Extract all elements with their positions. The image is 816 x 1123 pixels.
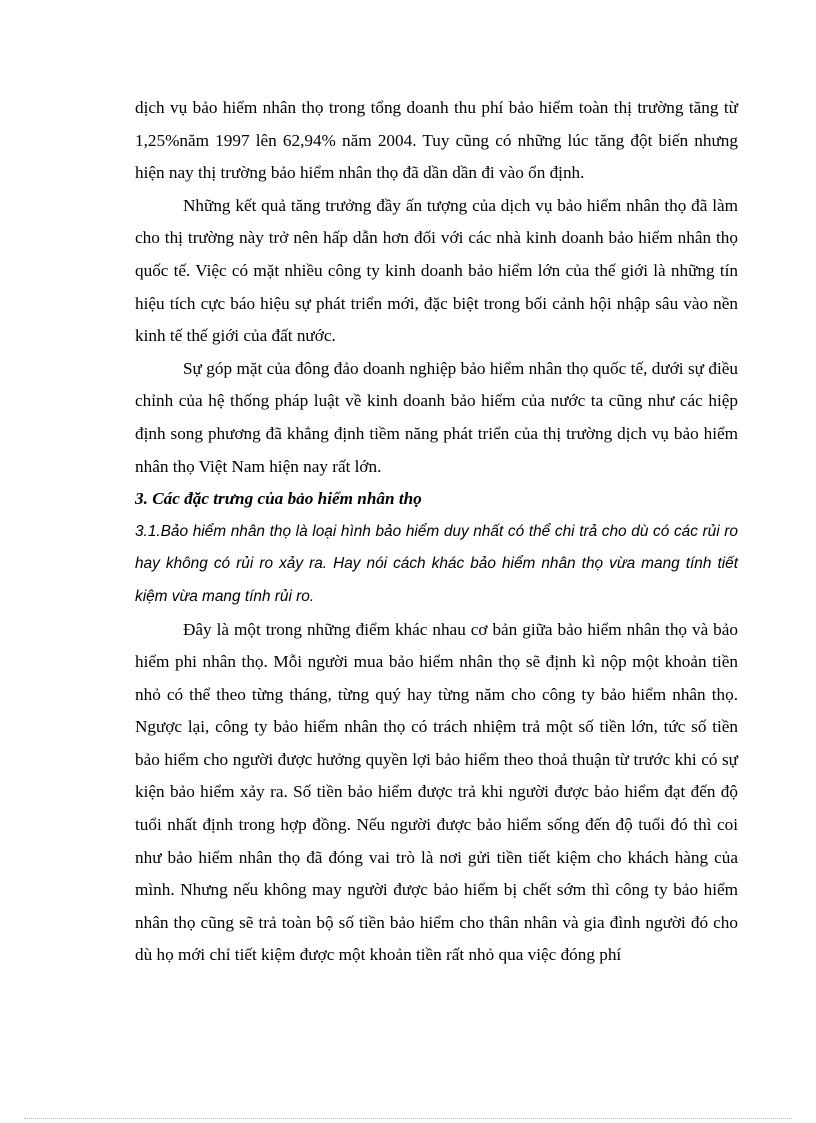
subsection-heading: 3.1.Bảo hiểm nhân thọ là loại hình bảo hiểm duy nhất có thể chi trả cho dù có các rủi ro hay không có rủi ro xảy ra. Hay nói cách khác bảo hiểm nhân thọ vừa mang tính tiết kiệm vừa mang tính rủi ro. — [135, 522, 738, 605]
section-heading: 3. Các đặc trưng của bảo hiểm nhân thọ — [135, 489, 422, 509]
paragraph-market-potential: Sự góp mặt của đông đảo doanh nghiệp bảo hiểm nhân thọ quốc tế, dưới sự điều chỉnh của hệ thống pháp luật về kinh doanh bảo hiểm của nước ta cũng như các hiệp định song phương đã khẳng định tiềm năng phát triển của thị trường dịch vụ bảo hiểm nhân thọ Việt Nam hiện nay rất lớn. — [135, 358, 738, 476]
document-page — [135, 92, 738, 972]
page-bottom-divider — [24, 1118, 792, 1119]
paragraph-life-vs-nonlife: Đây là một trong những điểm khác nhau cơ bản giữa bảo hiểm nhân thọ và bảo hiểm phi nhân thọ. Mỗi người mua bảo hiểm nhân thọ sẽ định kì nộp một khoản tiền nhỏ có thể theo từng tháng, từng quý hay từng năm cho công ty bảo hiểm nhân thọ. Ngược lại, công ty bảo hiểm nhân thọ có trách nhiệm trả một số tiền lớn, tức số tiền bảo hiểm cho người được hưởng quyền lợi bảo hiểm theo thoả thuận từ trước khi có sự kiện bảo hiểm xảy ra. Số tiền bảo hiểm được trả khi người được bảo hiểm đạt đến độ tuổi nhất định trong hợp đồng. Nếu người được bảo hiểm sống đến độ tuổi đó thì coi như bảo hiểm nhân thọ đã đóng vai trò là nơi gửi tiền tiết kiệm cho khách hàng của mình. Nhưng nếu không may người được bảo hiểm bị chết sớm thì công ty bảo hiểm nhân thọ cũng sẽ trả toàn bộ số tiền bảo hiểm cho thân nhân và gia đình người đó cho dù họ mới chỉ tiết kiệm được một khoản tiền rất nhỏ qua việc đóng phí — [135, 619, 738, 965]
paragraph-continuation: dịch vụ bảo hiểm nhân thọ trong tổng doanh thu phí bảo hiểm toàn thị trường tăng từ 1,25%năm 1997 lên 62,94% năm 2004. Tuy cũng có những lúc tăng đột biến nhưng hiện nay thị trường bảo hiểm nhân thọ đã dần dần đi vào ổn định. — [135, 98, 738, 183]
paragraph-growth-results: Những kết quả tăng trưởng đầy ấn tượng của dịch vụ bảo hiểm nhân thọ đã làm cho thị trường này trở nên hấp dẫn hơn đối với các nhà kinh doanh bảo hiểm nhân thọ quốc tế. Việc có mặt nhiều công ty kinh doanh bảo hiểm lớn của thế giới là những tín hiệu tích cực báo hiệu sự phát triển mới, đặc biệt trong bối cảnh hội nhập sâu vào nền kinh tế thế giới của đất nước. — [135, 195, 738, 346]
